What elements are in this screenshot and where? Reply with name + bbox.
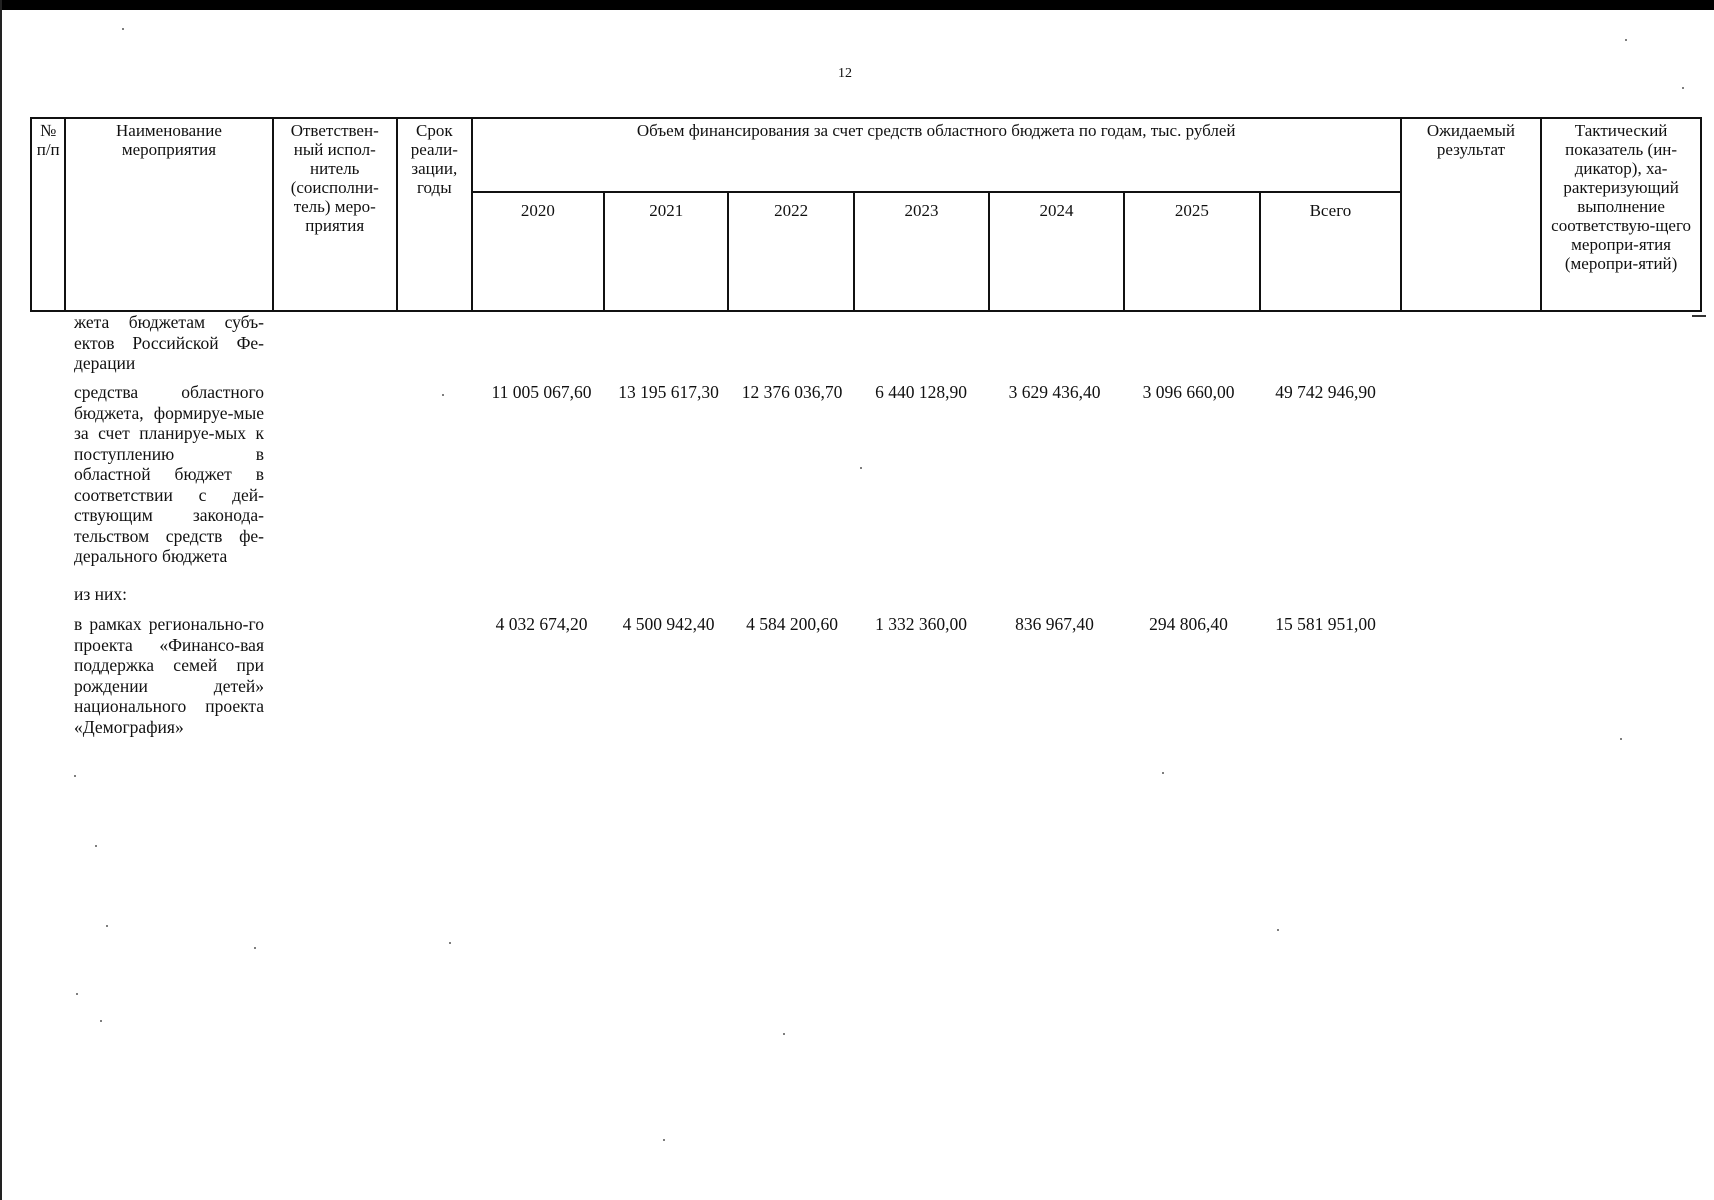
scan-speck — [449, 942, 451, 944]
value-total: 15 581 951,00 — [1275, 614, 1376, 634]
value-2024: 3 629 436,40 — [1008, 382, 1101, 402]
header-name: Наименование мероприятия — [65, 118, 272, 311]
value-2025: 294 806,40 — [1149, 614, 1228, 634]
scan-speck — [663, 1139, 665, 1141]
scan-speck — [1620, 738, 1622, 740]
value-2025: 3 096 660,00 — [1142, 382, 1235, 402]
header-year-2025: 2025 — [1124, 192, 1260, 311]
scan-speck — [95, 845, 97, 847]
page-top-border — [0, 0, 1714, 10]
header-year-2023: 2023 — [854, 192, 989, 311]
header-indicator: Тактический показатель (ин-дикатор), ха-рактеризующий выполнение соответствую-щего меропри-ятия (меропри-ятий) — [1541, 118, 1701, 311]
header-responsible: Ответствен-ный испол-нитель (соисполни-тель) меро-приятия — [273, 118, 397, 311]
row-name: из них: — [74, 584, 127, 604]
scan-speck — [1625, 39, 1627, 41]
scan-speck — [254, 947, 256, 949]
row-name: в рамках регионально-го проекта «Финансо-вая поддержка семей при рождении детей» национального проекта «Демография» — [74, 614, 264, 737]
scan-speck — [122, 28, 124, 30]
scan-speck — [783, 1033, 785, 1035]
scan-mark — [1692, 315, 1706, 317]
value-2021: 13 195 617,30 — [618, 382, 719, 402]
scan-speck — [442, 394, 444, 396]
row-name: средства областного бюджета, формируе-мые за счет планируе-мых к поступлению в областной бюджет в соответствии с дей-ствующим законода-тельством средств фе-дерального бюджета — [74, 382, 264, 566]
value-2023: 1 332 360,00 — [875, 614, 967, 634]
header-expected: Ожидаемый результат — [1401, 118, 1542, 311]
header-year-2024: 2024 — [989, 192, 1123, 311]
page-number: 12 — [838, 66, 852, 81]
value-2020: 4 032 674,20 — [495, 614, 588, 634]
table-header — [30, 117, 1702, 312]
scan-speck — [100, 1020, 102, 1022]
scan-speck — [106, 925, 108, 927]
header-year-2021: 2021 — [604, 192, 728, 311]
scan-speck — [76, 993, 78, 995]
header-num: № п/п — [31, 118, 65, 311]
value-2024: 836 967,40 — [1015, 614, 1094, 634]
value-2023: 6 440 128,90 — [875, 382, 967, 402]
value-2020: 11 005 067,60 — [491, 382, 592, 402]
scan-speck — [1277, 929, 1279, 931]
value-2021: 4 500 942,40 — [622, 614, 715, 634]
scan-speck — [860, 467, 862, 469]
header-funding: Объем финансирования за счет средств областного бюджета по годам, тыс. рублей — [472, 118, 1401, 192]
value-total: 49 742 946,90 — [1275, 382, 1376, 402]
header-year-2022: 2022 — [728, 192, 853, 311]
scan-speck — [1162, 772, 1164, 774]
value-2022: 12 376 036,70 — [741, 382, 843, 402]
page-left-border — [0, 0, 2, 1200]
value-2022: 4 584 200,60 — [746, 614, 838, 634]
header-total: Всего — [1260, 192, 1401, 311]
scan-speck — [1682, 87, 1684, 89]
row-name: жета бюджетам субъ-ектов Российской Фе-дерации — [74, 312, 264, 373]
header-period: Срок реали-зации, годы — [397, 118, 472, 311]
scan-speck — [74, 775, 76, 777]
header-year-2020: 2020 — [472, 192, 604, 311]
